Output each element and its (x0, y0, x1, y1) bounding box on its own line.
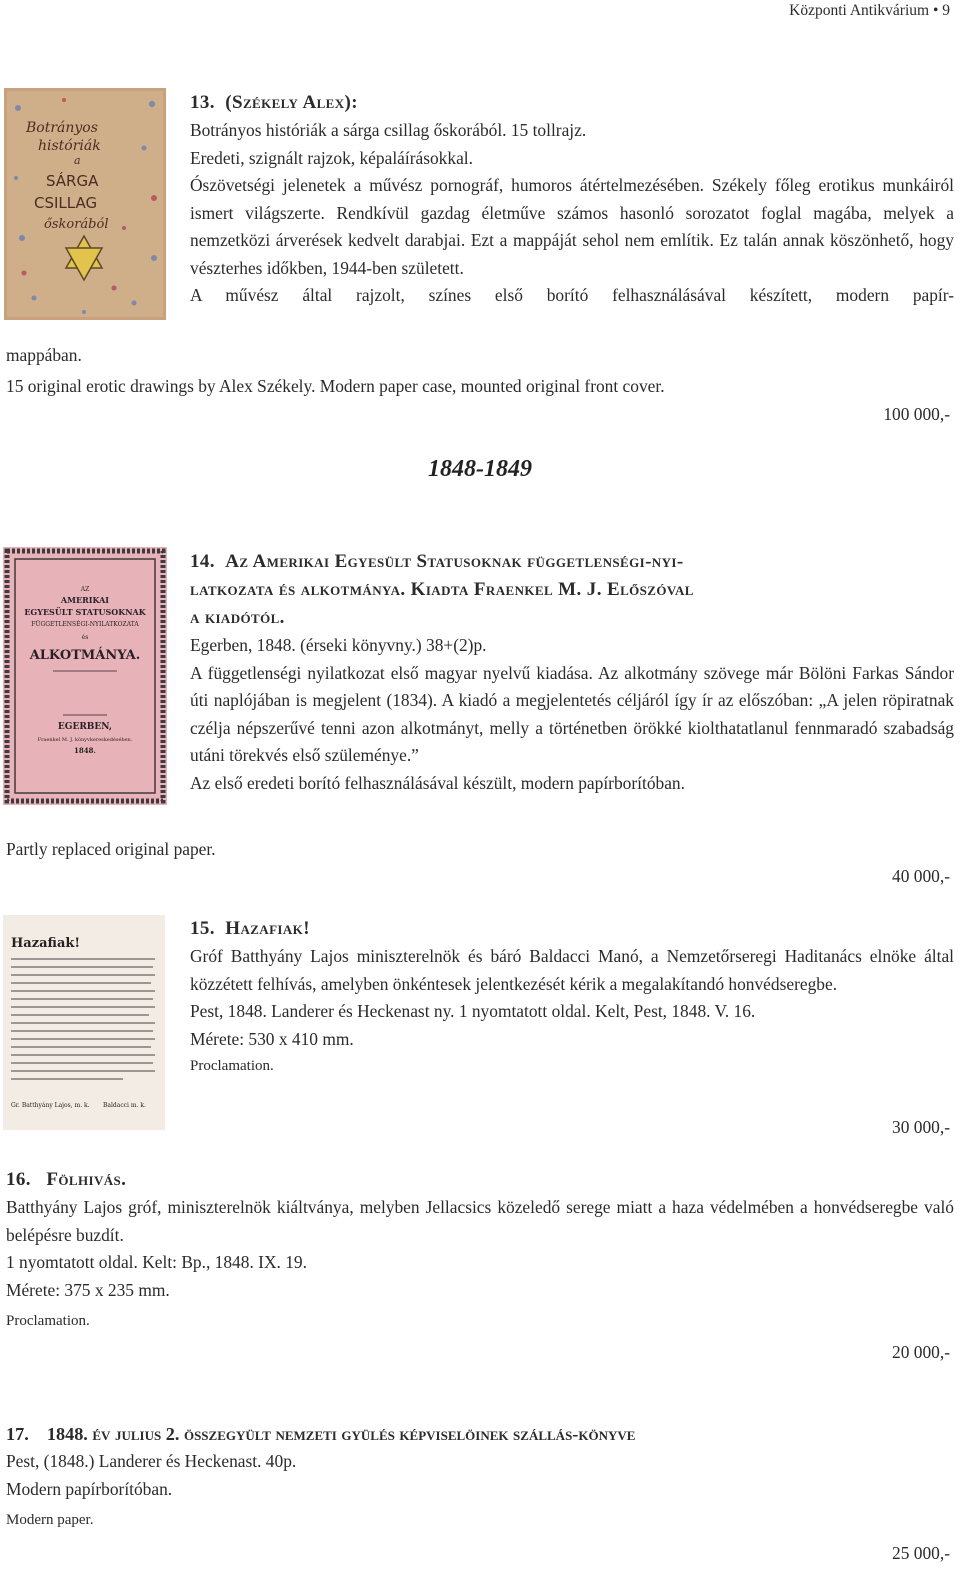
item-description: Ószövetségi jelenetek a művész pornográf, humoros átértelmezésében. Székely főleg erotikus munkáiról ismert világszerte. Rendkívül gazdag életműve számos hasonló sorozatot foglal magába, melyek a nemzetközi árverések kedvelt darabjai. Ezt a mappáját sehol nem említik. Ez talán annak köszönhető, hogy vészterhes időkben, 1944-ben született. (190, 175, 954, 278)
item-17 (6, 1420, 954, 1535)
item-line: Eredeti, szignált rajzok, képaláírásokkal. (190, 147, 473, 168)
item-15-english: Proclamation. (190, 1058, 274, 1074)
price-14: 40 000,- (892, 866, 950, 886)
item-binding: A művész által rajzolt, színes első borító felhasználásával készített, modern papír- (190, 285, 954, 305)
item-description: Batthyány Lajos gróf, miniszterelnök kiáltványa, melyben Jellacsics közeledő serege miatt a haza védelmében a honvédseregbe való belépésre buzdít. (6, 1197, 954, 1245)
item-binding: Az első eredeti borító felhasználásával készült, modern papírborítóban. (190, 772, 685, 793)
svg-text:a: a (74, 154, 81, 167)
item-imprint: Pest, (1848.) Landerer és Heckenast. 40p. (6, 1451, 297, 1471)
cover-image-13 (4, 88, 166, 320)
svg-text:ALKOTMÁNYA.: ALKOTMÁNYA. (29, 648, 141, 663)
price-17: 25 000,- (892, 1543, 950, 1563)
price-15: 30 000,- (892, 1117, 950, 1137)
item-16 (6, 1166, 954, 1336)
svg-text:Baldacci m. k.: Baldacci m. k. (103, 1102, 146, 1109)
item-14 (190, 548, 954, 797)
item-number: 15. (190, 918, 215, 939)
item-title: Fölhivás. (46, 1169, 127, 1190)
item-title: év julius 2. összegyült nemzeti gyülés képviselöinek szállás-könyve (92, 1424, 636, 1444)
item-13 (190, 89, 954, 310)
svg-text:AZ: AZ (80, 586, 90, 593)
item-number: 13. (190, 92, 215, 113)
svg-text:AMERIKAI: AMERIKAI (60, 595, 110, 605)
item-size: Mérete: 375 x 235 mm. (6, 1279, 170, 1300)
item-13-english: 15 original erotic drawings by Alex Székely. Modern paper case, mounted original front cover. (6, 376, 665, 396)
item-imprint: Egerben, 1848. (érseki könyvny.) 38+(2)p. (190, 635, 487, 655)
item-number: 17. (6, 1424, 29, 1444)
svg-text:Gr. Batthyány Lajos, m. k.: Gr. Batthyány Lajos, m. k. (11, 1102, 90, 1109)
item-title: Hazafiak! (225, 918, 310, 939)
item-description: Gróf Batthyány Lajos miniszterelnök és báró Baldacci Manó, a Nemzetőrseregi Haditanács elnöke által közzétett felhívás, amelyben önkéntesek jelentkezését kérik a megalakítandó honvédseregbe. (190, 946, 954, 994)
page-header: Központi Antikvárium • 9 (789, 2, 950, 19)
svg-text:CSILLAG: CSILLAG (34, 194, 98, 212)
section-title: 1848-1849 (428, 456, 532, 482)
svg-text:őskorából: őskorából (44, 217, 109, 232)
item-title: (Székely Alex): (225, 92, 358, 113)
item-size: Mérete: 530 x 410 mm. (190, 1028, 354, 1049)
price-16: 20 000,- (892, 1342, 950, 1362)
item-14-english: Partly replaced original paper. (6, 839, 216, 859)
item-title-line: latkozata és alkotmánya. Kiadta Fraenkel M. J. Előszóval (190, 579, 694, 600)
item-13-tail: mappában. (6, 345, 82, 365)
cover13-line: Botrányos (26, 120, 98, 136)
svg-text:1848.: 1848. (74, 746, 96, 755)
poster-image-15 (3, 915, 165, 1130)
svg-text:EGERBEN,: EGERBEN, (57, 722, 113, 732)
item-title-line: Az Amerikai Egyesült Statusoknak függetlenségi-nyi- (225, 551, 684, 572)
item-16-english: Proclamation. (6, 1313, 90, 1329)
svg-text:EGYESÜLT STATUSOKNAK: EGYESÜLT STATUSOKNAK (24, 607, 146, 617)
svg-text:SÁRGA: SÁRGA (46, 172, 99, 190)
item-imprint: Pest, 1848. Landerer és Heckenast ny. 1 nyomtatott oldal. Kelt, Pest, 1848. V. 16. (190, 1001, 756, 1021)
svg-text:és: és (81, 634, 89, 641)
price-13: 100 000,- (883, 404, 950, 424)
item-imprint: 1 nyomtatott oldal. Kelt: Bp., 1848. IX. 19. (6, 1252, 307, 1272)
item-description: A függetlenségi nyilatkozat első magyar nyelvű kiadása. Az alkotmány szövege már Bölöni Farkas Sándor úti naplójában is megjelent (1834). A kiadó a megjelentetés céljáról így ír az előszóban: „A jelen röpiratnak czélja népszerűvé tenni azon alkotmányt, melly a történetben örökké kiolthatatlanul fennmaradó szabadság utáni törekvés első szüleménye.” (190, 662, 954, 765)
svg-text:históriák: históriák (38, 138, 101, 154)
item-title-year: 1848. (46, 1424, 88, 1444)
item-binding: Modern papírborítóban. (6, 1478, 173, 1499)
item-number: 16. (6, 1169, 31, 1190)
cover-image-14 (3, 547, 167, 805)
svg-text:FÜGGETLENSÉGI-NYILATKOZATA: FÜGGETLENSÉGI-NYILATKOZATA (31, 621, 139, 628)
svg-text:Fraenkel M. J. könyvkereskedés: Fraenkel M. J. könyvkereskedésében. (37, 737, 133, 743)
item-number: 14. (190, 551, 215, 572)
item-line: Botrányos históriák a sárga csillag őskorából. 15 tollrajz. (190, 120, 587, 140)
item-17-english: Modern paper. (6, 1512, 94, 1528)
item-title-line: a kiadótól. (190, 607, 285, 628)
svg-text:Hazafiak!: Hazafiak! (11, 936, 81, 951)
item-15 (190, 915, 954, 1081)
